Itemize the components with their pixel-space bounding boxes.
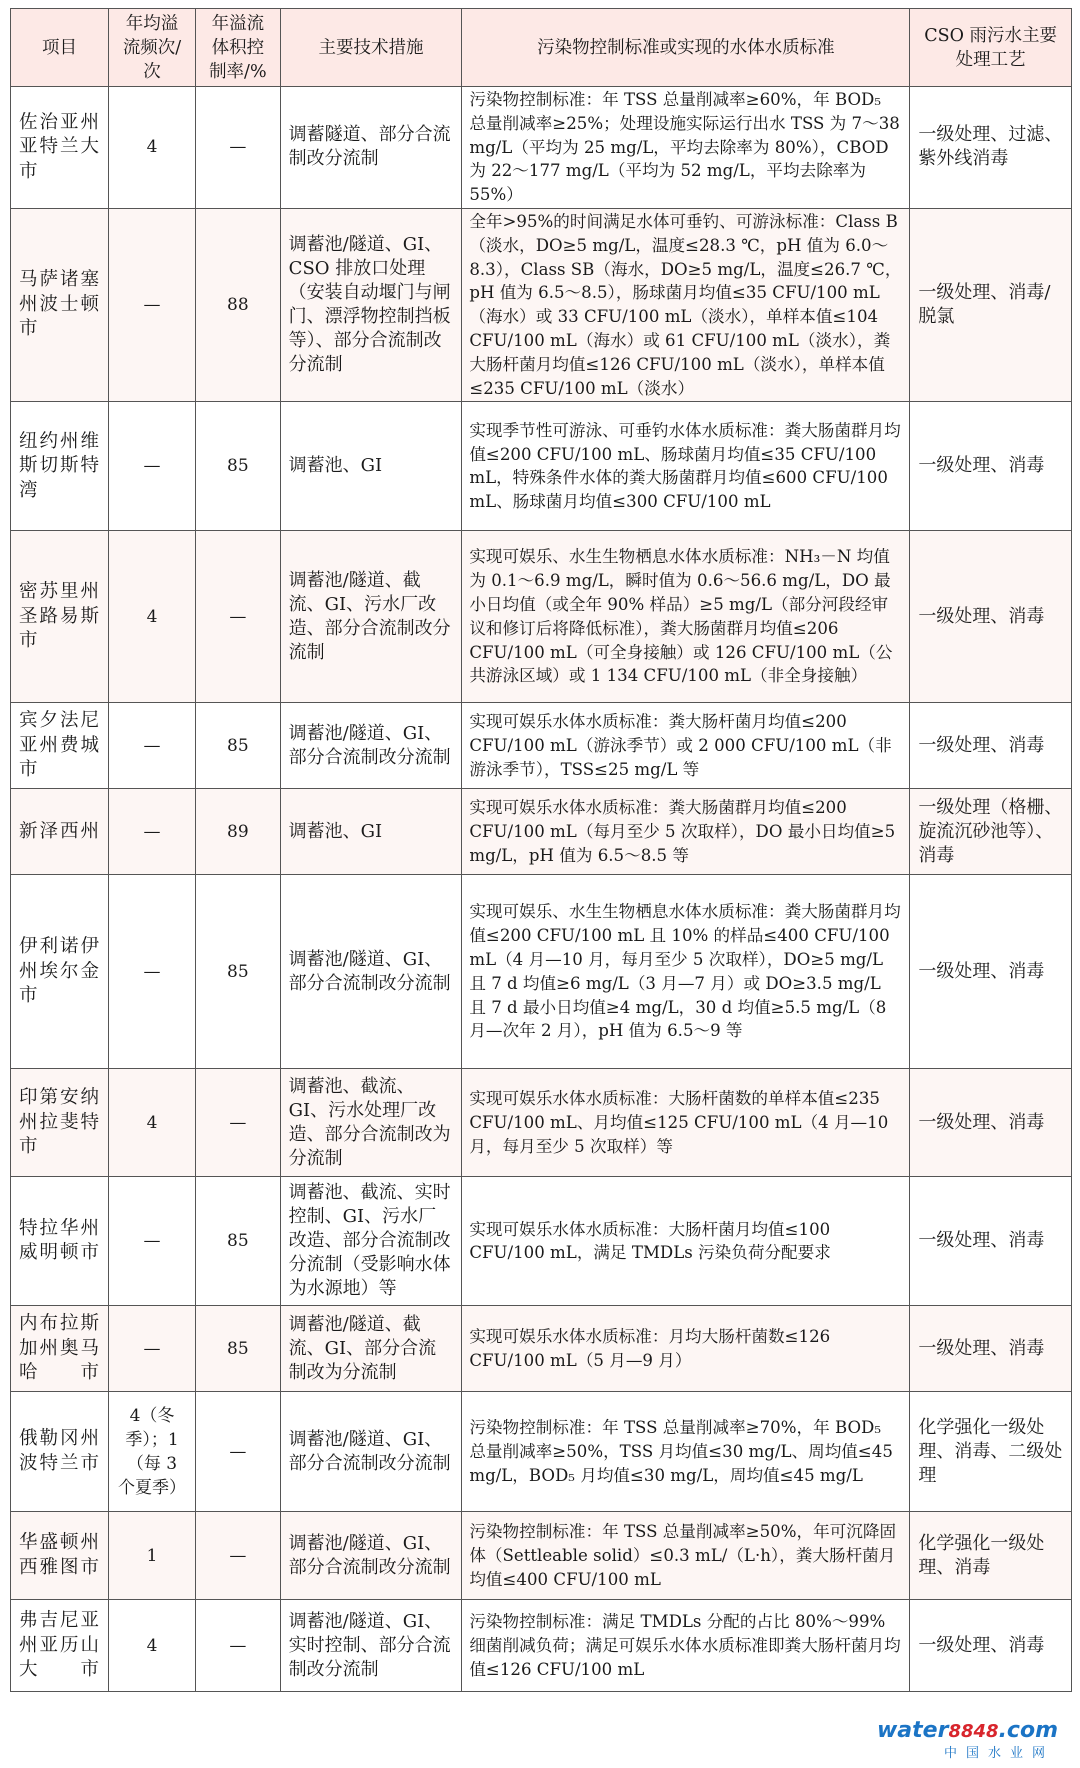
cell-frequency: 4 (109, 87, 196, 209)
cell-process: 化学强化一级处理、消毒、二级处理 (910, 1392, 1072, 1512)
table-row (11, 87, 1072, 209)
table-row (11, 1512, 1072, 1600)
cell-standard: 全年>95%的时间满足水体可垂钓、可游泳标准：Class B（淡水，DO≥5 mg/L，温度≤28.3 ℃，pH 值为 6.0～8.3），Class SB（海水，DO≥5 mg/L，温度≤26.7 ℃，pH 值为 6.5～8.5），肠球菌月均值≤35 CFU/100 mL（海水）或 33 CFU/100 mL（淡水），单样本值≤104 CFU/100 mL（海水）或 61 CFU/100 mL（淡水），粪大肠杆菌月均值≤126 CFU/100 mL（淡水），单样本值≤235 CFU/100 mL（淡水） (462, 208, 910, 401)
cell-standard: 实现可娱乐水体水质标准：月均大肠杆菌数≤126 CFU/100 mL（5 月—9 月） (462, 1306, 910, 1392)
cell-frequency: — (109, 875, 196, 1069)
cell-control-rate: 85 (195, 875, 280, 1069)
table-row (11, 875, 1072, 1069)
cell-measures: 调蓄池/隧道、GI、部分合流制改分流制 (280, 875, 462, 1069)
cell-frequency: — (109, 208, 196, 401)
cell-process: 化学强化一级处理、消毒 (910, 1512, 1072, 1600)
cell-process: 一级处理、消毒 (910, 402, 1072, 531)
cell-city: 伊利诺伊州埃尔金市 (11, 875, 109, 1069)
table-row (11, 1392, 1072, 1512)
cell-standard: 实现可娱乐水体水质标准：大肠杆菌月均值≤100 CFU/100 mL，满足 TMDLs 污染负荷分配要求 (462, 1177, 910, 1306)
cell-frequency: 4 (109, 1069, 196, 1177)
cell-frequency: 4（冬季）；1（每 3 个夏季） (109, 1392, 196, 1512)
cell-city: 俄勒冈州波特兰市 (11, 1392, 109, 1512)
cell-control-rate: — (195, 1600, 280, 1692)
cell-control-rate: — (195, 1512, 280, 1600)
watermark-brand: water8848.com (876, 1718, 1058, 1743)
table-row (11, 208, 1072, 401)
cell-city: 特拉华州威明顿市 (11, 1177, 109, 1306)
cell-standard: 实现可娱乐水体水质标准：粪大肠菌群月均值≤200 CFU/100 mL（每月至少 5 次取样），DO 最小日均值≥5 mg/L，pH 值为 6.5～8.5 等 (462, 789, 910, 875)
cell-city: 内布拉斯加州奥马哈市 (11, 1306, 109, 1392)
cell-frequency: — (109, 402, 196, 531)
table-row (11, 1177, 1072, 1306)
cell-standard: 实现季节性可游泳、可垂钓水体水质标准：粪大肠菌群月均值≤200 CFU/100 mL、肠球菌月均值≤35 CFU/100 mL，特殊条件水体的粪大肠菌群月均值≤600 CFU/100 mL、肠球菌月均值≤300 CFU/100 mL (462, 402, 910, 531)
cell-measures: 调蓄池、GI (280, 402, 462, 531)
header-main-measures: 主要技术措施 (280, 9, 462, 87)
cell-city: 印第安纳州拉斐特市 (11, 1069, 109, 1177)
cell-frequency: 1 (109, 1512, 196, 1600)
table-row (11, 789, 1072, 875)
table-row (11, 1069, 1072, 1177)
cell-measures: 调蓄池、截流、实时控制、GI、污水厂改造、部分合流制改分流制（受影响水体为水源地）等 (280, 1177, 462, 1306)
header-water-quality-standard: 污染物控制标准或实现的水体水质标准 (462, 9, 910, 87)
cell-control-rate: 85 (195, 1177, 280, 1306)
cell-process: 一级处理、消毒 (910, 531, 1072, 703)
cell-city: 华盛顿州西雅图市 (11, 1512, 109, 1600)
cell-measures: 调蓄池/隧道、GI、实时控制、部分合流制改分流制 (280, 1600, 462, 1692)
header-treatment-process: CSO 雨污水主要处理工艺 (910, 9, 1072, 87)
cell-process: 一级处理、消毒 (910, 1600, 1072, 1692)
table-header-row (11, 9, 1072, 87)
cell-standard: 实现可娱乐水体水质标准：粪大肠杆菌月均值≤200 CFU/100 mL（游泳季节）或 2 000 CFU/100 mL（非游泳季节），TSS≤25 mg/L 等 (462, 703, 910, 789)
cell-process: 一级处理、消毒 (910, 703, 1072, 789)
cso-comparison-table (10, 8, 1072, 1692)
watermark-subtitle: 中国水业网 (943, 1746, 1054, 1761)
cell-frequency: 4 (109, 1600, 196, 1692)
cell-measures: 调蓄池、GI (280, 789, 462, 875)
cell-control-rate: — (195, 1069, 280, 1177)
cell-measures: 调蓄池/隧道、GI、CSO 排放口处理（安装自动堰门与闸门、漂浮物控制挡板等）、部分合流制改分流制 (280, 208, 462, 401)
cell-frequency: — (109, 703, 196, 789)
cell-control-rate: 85 (195, 402, 280, 531)
cell-standard: 污染物控制标准：年 TSS 总量削减率≥70%，年 BOD₅ 总量削减率≥50%，TSS 月均值≤30 mg/L、周均值≤45 mg/L，BOD₅ 月均值≤30 mg/L，周均值≤45 mg/L (462, 1392, 910, 1512)
site-watermark-logo (876, 1718, 1058, 1762)
cso-table-frame (10, 8, 1072, 1692)
cell-control-rate: — (195, 1392, 280, 1512)
table-row (11, 1600, 1072, 1692)
cell-city: 佐治亚州亚特兰大市 (11, 87, 109, 209)
cell-control-rate: — (195, 87, 280, 209)
header-project: 项目 (11, 9, 109, 87)
cell-frequency: — (109, 789, 196, 875)
cell-standard: 实现可娱乐、水生生物栖息水体水质标准：粪大肠菌群月均值≤200 CFU/100 mL 且 10% 的样品≤400 CFU/100 mL（4 月—10 月，每月至少 5 次取样），DO≥5 mg/L 且 7 d 均值≥6 mg/L（3 月—7 月）或 DO≥3.5 mg/L 且 7 d 最小日均值≥4 mg/L，30 d 均值≥5.5 mg/L（8 月—次年 2 月），pH 值为 6.5～9 等 (462, 875, 910, 1069)
table-row (11, 402, 1072, 531)
cell-city: 纽约州维斯切斯特湾 (11, 402, 109, 531)
cell-measures: 调蓄池/隧道、GI、部分合流制改分流制 (280, 703, 462, 789)
cell-process: 一级处理、消毒 (910, 1306, 1072, 1392)
cell-city: 弗吉尼亚州亚历山大市 (11, 1600, 109, 1692)
cell-standard: 实现可娱乐、水生生物栖息水体水质标准：NH₃－N 均值为 0.1～6.9 mg/L，瞬时值为 0.6～56.6 mg/L，DO 最小日均值（或全年 90% 样品）≥5 mg/L（部分河段经审议和修订后将降低标准），粪大肠菌群月均值≤206 CFU/100 mL（可全身接触）或 126 CFU/100 mL（公共游泳区域）或 1 134 CFU/100 mL（非全身接触） (462, 531, 910, 703)
cell-control-rate: 85 (195, 1306, 280, 1392)
cell-measures: 调蓄池/隧道、GI、部分合流制改分流制 (280, 1512, 462, 1600)
cell-process: 一级处理、消毒 (910, 1177, 1072, 1306)
cell-process: 一级处理、过滤、紫外线消毒 (910, 87, 1072, 209)
cell-standard: 污染物控制标准：满足 TMDLs 分配的占比 80%～99% 细菌削减负荷；满足可娱乐水体水质标准即粪大肠杆菌月均值≤126 CFU/100 mL (462, 1600, 910, 1692)
cell-process: 一级处理、消毒/脱氯 (910, 208, 1072, 401)
cell-city: 新泽西州 (11, 789, 109, 875)
cell-control-rate: 89 (195, 789, 280, 875)
cell-control-rate: — (195, 531, 280, 703)
cell-process: 一级处理、消毒 (910, 875, 1072, 1069)
cell-standard: 污染物控制标准：年 TSS 总量削减率≥60%，年 BOD₅ 总量削减率≥25%；处理设施实际运行出水 TSS 为 7～38 mg/L（平均为 25 mg/L，平均去除率为 80%），CBOD 为 22～177 mg/L（平均为 52 mg/L，平均去除率为 55%） (462, 87, 910, 209)
cell-measures: 调蓄池/隧道、截流、GI、部分合流制改为分流制 (280, 1306, 462, 1392)
header-overflow-frequency: 年均溢流频次/次 (109, 9, 196, 87)
cell-city: 马萨诸塞州波士顿市 (11, 208, 109, 401)
cell-process: 一级处理（格栅、旋流沉砂池等）、消毒 (910, 789, 1072, 875)
cell-frequency: — (109, 1177, 196, 1306)
cell-measures: 调蓄池/隧道、截流、GI、污水厂改造、部分合流制改分流制 (280, 531, 462, 703)
cell-frequency: 4 (109, 531, 196, 703)
cell-measures: 调蓄隧道、部分合流制改分流制 (280, 87, 462, 209)
cell-control-rate: 85 (195, 703, 280, 789)
cell-process: 一级处理、消毒 (910, 1069, 1072, 1177)
cell-city: 宾夕法尼亚州费城市 (11, 703, 109, 789)
cell-standard: 实现可娱乐水体水质标准：大肠杆菌数的单样本值≤235 CFU/100 mL、月均值≤125 CFU/100 mL（4 月—10 月，每月至少 5 次取样）等 (462, 1069, 910, 1177)
table-row (11, 531, 1072, 703)
cell-control-rate: 88 (195, 208, 280, 401)
cell-measures: 调蓄池/隧道、GI、部分合流制改分流制 (280, 1392, 462, 1512)
header-volume-control-rate: 年溢流体积控制率/% (195, 9, 280, 87)
cell-standard: 污染物控制标准：年 TSS 总量削减率≥50%，年可沉降固体（Settleable solid）≤0.3 mL/（L·h），粪大肠杆菌月均值≤400 CFU/100 mL (462, 1512, 910, 1600)
table-row (11, 703, 1072, 789)
cell-city: 密苏里州圣路易斯市 (11, 531, 109, 703)
cell-measures: 调蓄池、截流、GI、污水处理厂改造、部分合流制改为分流制 (280, 1069, 462, 1177)
cell-frequency: — (109, 1306, 196, 1392)
table-row (11, 1306, 1072, 1392)
